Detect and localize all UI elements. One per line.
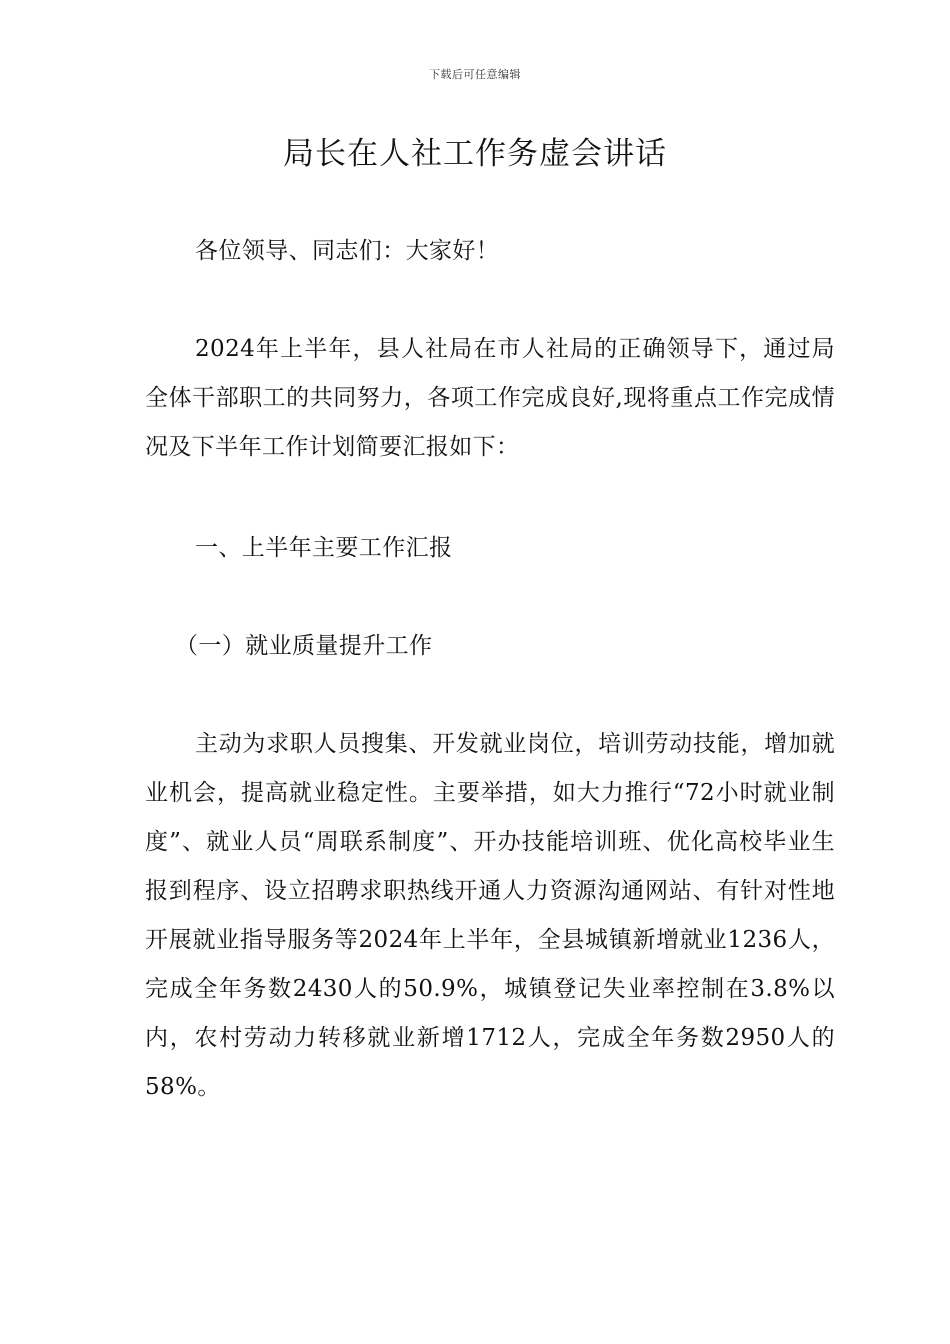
section-heading: 一、上半年主要工作汇报 bbox=[195, 535, 453, 561]
header-note: 下载后可任意编辑 bbox=[429, 68, 521, 81]
intro-paragraph: 2024年上半年，县人社局在市人社局的正确领导下，通过局全体干部职工的共同努力，各项工作完成良好,现将重点工作完成情况及下半年工作计划简要汇报如下： bbox=[145, 336, 835, 460]
body-paragraph: 主动为求职人员搜集、开发就业岗位，培训劳动技能，增加就业机会，提高就业稳定性。主要举措，如大力推行“72小时就业制度”、就业人员“周联系制度”、开办技能培训班、优化高校毕业生报到程序、设立招聘求职热线开通人力资源沟通网站、有针对性地开展就业指导服务等2024年上半年，全县城镇新增就业1236人，完成全年务数2430人的50.9%，城镇登记失业率控制在3.8%以内，农村劳动力转移就业新增1712人，完成全年务数2950人的58%。 bbox=[145, 731, 835, 1100]
document-title: 局长在人社工作务虚会讲话 bbox=[283, 136, 667, 172]
subsection-heading: （一）就业质量提升工作 bbox=[175, 633, 433, 659]
greeting-paragraph: 各位领导、同志们：大家好！ bbox=[195, 238, 500, 264]
